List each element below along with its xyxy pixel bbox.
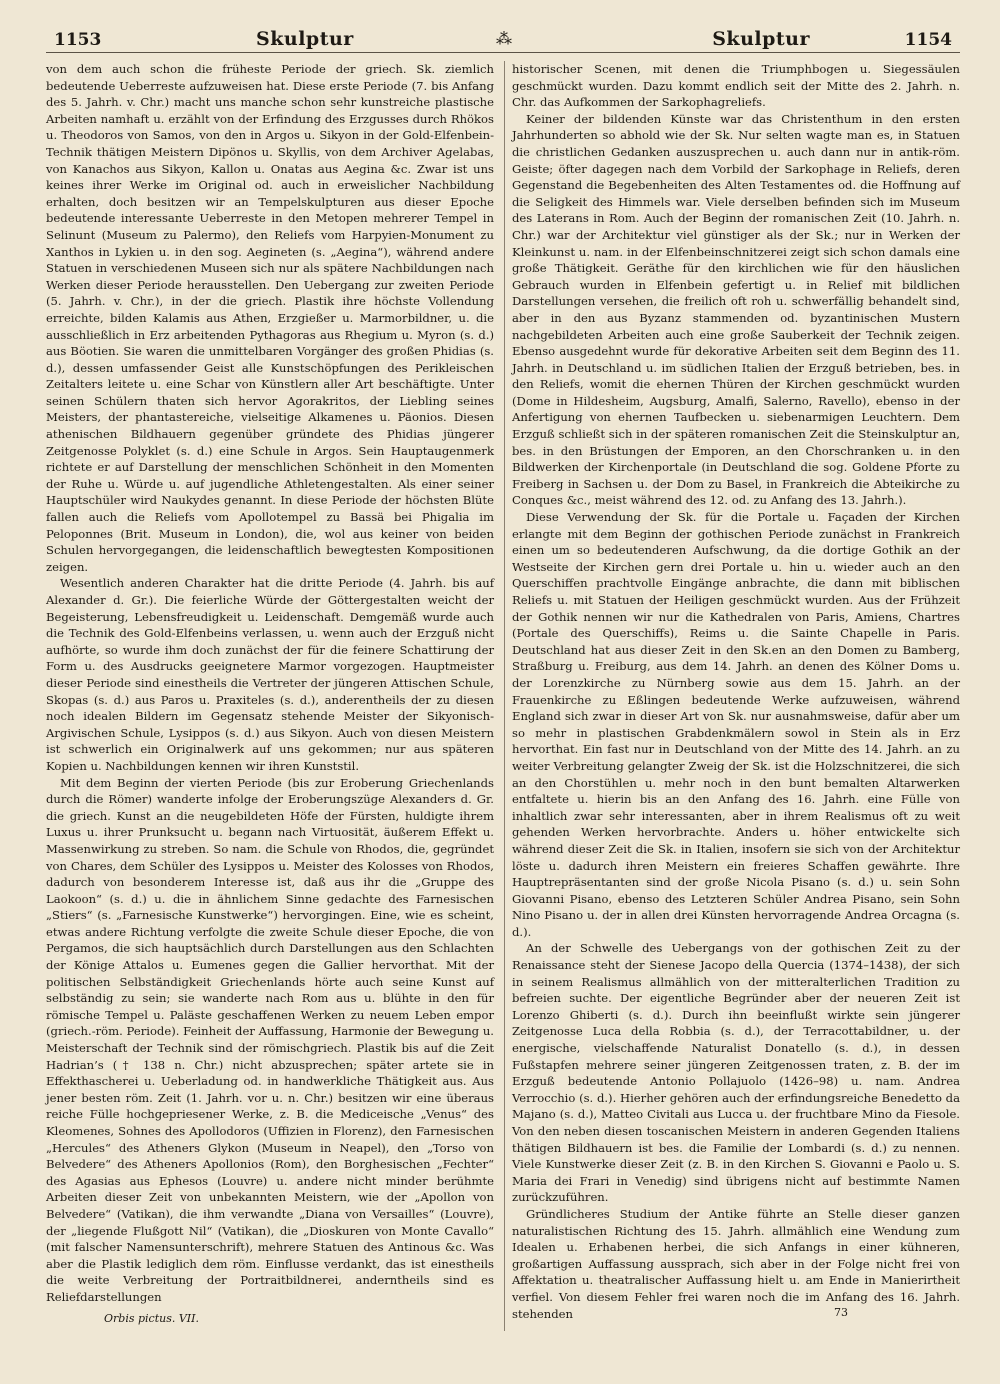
ornament-icon: ⁂ bbox=[496, 29, 512, 48]
paragraph: An der Schwelle des Uebergangs von der gothischen Zeit zu der Renaissance steht der Sienese Jacopo della Quercia (1374–1438), der sich in seinem Realismus allmählich von der mitteralterlichen Tradition zu befreien suchte. Der eigentliche Begründer aber der neueren Zeit ist Lorenzo Ghiberti (s. d.). Durch ihn beeinflußt wirkte sein jüngerer Zeitgenosse Luca della Robbia (s. d.), der Terracottabildner, u. der energische, vielschaffende Naturalist Donatello (s. d.), in dessen Fußstapfen mehrere seiner jüngeren Zeitgenossen traten, z. B. der im Erzguß bedeutende Antonio Pollajuolo (1426–98) u. nam. Andrea Verrocchio (s. d.). Hierher gehören auch der erfindungsreiche Benedetto da Majano (s. d.), Matteo Civitali aus Lucca u. der fruchtbare Mino da Fiesole. Von den neben diesen toscanischen Meistern in anderen Gegenden Italiens thätigen Bildhauern ist bes. die Familie der Lombardi (s. d.) zu nennen. Viele Kunstwerke dieser Zeit (z. B. in den Kirchen S. Giovanni e Paolo u. S. Maria dei Frari in Venedig) sind übrigens nicht auf bestimmte Namen zurückzuführen. bbox=[512, 941, 960, 1205]
paragraph: Diese Verwendung der Sk. für die Portale u. Façaden der Kirchen erlangte mit dem Beginn der gothischen Periode zunächst in Frankreich einen um so bedeutenderen Aufschwung, da die dortige Gothik an der Westseite der Kirchen gern drei Portale u. hin u. wieder auch an den Querschiffen prachtvolle Eingänge anbrachte, die dann mit biblischen Reliefs u. mit Statuen der Heiligen geschmückt wurden. Aus der Frühzeit der Gothik nennen wir nur die Kathedralen von Paris, Amiens, Chartres (Portale des Querschiffs), Reims u. die Sainte Chapelle in Paris. Deutschland hat aus dieser Zeit in den Sk.en an den Domen zu Bamberg, Straßburg u. Freiburg, aus dem 14. Jahrh. an denen des Kölner Doms u. der Lorenzkirche zu Nürnberg sowie aus dem 15. Jahrh. an der Frauenkirche zu Eßlingen bedeutende Werke aufzuweisen, während England sich zwar in dieser Art von Sk. nur ausnahmsweise, dafür aber um so mehr in plastischen Grabdenkmälern sowol in Stein als in Erz hervorthat. Ein fast nur in Deutschland von der Mitte des 14. Jahrh. an zu weiter Verbreitung gelangter Zweig der Sk. ist die Holzschnitzerei, die sich an den Chorstühlen u. mehr noch in den bunt bemalten Altarwerken entfaltete u. hierin bis an den Anfang des 16. Jahrh. eine Fülle von inhaltlich zwar sehr interessanten, aber in ihrem Realismus oft zu weit gehenden Werken hervorbrachte. Anders u. höher entwickelte sich während dieser Zeit die Sk. in Italien, insofern sie sich von der Architektur löste u. dadurch ihren Meistern ein freieres Schaffen gewährte. Ihre Hauptrepräsentanten sind der große Nicola Pisano (s. d.) u. sein Sohn Giovanni Pisano, ebenso des Letzteren Schüler Andrea Pisano, sein Sohn Nino Pisano u. der in allen drei Künsten hervorragende Andrea Orcagna (s. d.). bbox=[512, 510, 960, 939]
left-running-title: Skulptur bbox=[256, 28, 354, 50]
signature-mark: 73 bbox=[834, 1306, 848, 1319]
paragraph: Wesentlich anderen Charakter hat die dritte Periode (4. Jahrh. bis auf Alexander d. Gr.). Die feierliche Würde der Göttergestalten weicht der Begeisterung, Lebensfreudigkeit u. Leidenschaft. Demgemäß wurde auch die Technik des Gold-Elfenbeins verlassen, u. wenn auch der Erzguß nicht aufhörte, so wurde ihm doch zunächst der für die feinere Schattirung der Form u. des Ausdrucks geeignetere Marmor vorgezogen. Hauptmeister dieser Periode sind einestheils die Vertreter der jüngeren Attischen Schule, Skopas (s. d.) aus Paros u. Praxiteles (s. d.), anderentheils der zu diesen noch idealen Bildern im Gegensatz stehende Meister der Sikyonisch-Argivischen Schule, Lysippos (s. d.) aus Sikyon. Auch von diesen Meistern ist schwerlich ein Originalwerk auf uns gekommen; nur aus späteren Kopien u. Nachbildungen kennen wir ihren Kunststil. bbox=[46, 576, 494, 773]
left-page-number: 1153 bbox=[54, 30, 102, 50]
paragraph: von dem auch schon die früheste Periode der griech. Sk. ziemlich bedeutende Ueberreste aufzuweisen hat. Diese erste Periode (7. bis Anfang des 5. Jahrh. v. Chr.) macht uns manche schon sehr kunstreiche plastische Arbeiten namhaft u. erzählt von der Erfindung des Erzgusses durch Rhökos u. Theodoros von Samos, von den in Argos u. Sikyon in der Gold-Elfenbein-Technik thätigen Meistern Dipönos u. Skyllis, von dem Archiver Agelabas, von Kanachos aus Sikyon, Kallon u. Onatas aus Aegina &c. Zwar ist uns keines ihrer Werke im Original od. auch in erweislicher Nachbildung erhalten, doch besitzen wir an Tempelskulpturen aus dieser Epoche bedeutende interessante Ueberreste in den Metopen mehrerer Tempel in Selinunt (Museum zu Palermo), den Reliefs vom Harpyien-Monument zu Xanthos in Lykien u. in den sog. Aegineten (s. „Aegina“), während andere Statuen in verschiedenen Museen sich nur als spätere Nachbildungen nach Werken dieser Periode herausstellen. Den Uebergang zur zweiten Periode (5. Jahrh. v. Chr.), in der die griech. Plastik ihre höchste Vollendung erreichte, bilden Kalamis aus Athen, Erzgießer u. Marmorbildner, u. die ausschließlich in Erz arbeitenden Pythagoras aus Rhegium u. Myron (s. d.) aus Böotien. Sie waren die unmittelbaren Vorgänger des großen Phidias (s. d.), dessen umfassender Geist alle Kunstschöpfungen des Perikleischen Zeitalters leitete u. eine Schar von Künstlern aller Art beschäftigte. Unter seinen Schülern thaten sich hervor Agorakritos, der Liebling seines Meisters, der phantastereiche, vielseitige Alkamenes u. Päonios. Diesen athenischen Bildhauern gegenüber gründete des Phidias jüngerer Zeitgenosse Polyklet (s. d.) eine Schule in Argos. Sein Hauptaugenmerk richtete er auf Darstellung der menschlichen Schönheit in den Momenten der Ruhe u. Würde u. auf jugendliche Athletengestalten. Als einer seiner Hauptschüler wird Naukydes genannt. In diese Periode der höchsten Blüte fallen auch die Reliefs vom Apollotempel zu Bassä bei Phigalia im Peloponnes (Brit. Museum in London), die, wol aus keiner von beiden Schulen hervorgegangen, die leidenschaftlich bewegtesten Kompositionen zeigen. bbox=[46, 62, 494, 574]
right-running-title: Skulptur bbox=[712, 28, 810, 50]
text-columns bbox=[46, 61, 960, 1322]
right-column bbox=[512, 61, 960, 1322]
paragraph: Keiner der bildenden Künste war das Christenthum in den ersten Jahrhunderten so abhold wie der Sk. Nur selten wagte man es, in Statuen die christlichen Gedanken auszusprechen u. auch dann nur in antik-röm. Geiste; öfter dagegen nach dem Vorbild der Sarkophage in Reliefs, deren Gegenstand die Begebenheiten des Alten Testamentes od. die Hoffnung auf die Seligkeit des Himmels war. Viele derselben befinden sich im Museum des Laterans in Rom. Auch der Beginn der romanischen Zeit (10. Jahrh. n. Chr.) war der Architektur viel günstiger als der Sk.; nur in Werken der Kleinkunst u. nam. in der Elfenbeinschnitzerei zeigt sich schon damals eine große Thätigkeit. Geräthe für den kirchlichen wie für den häuslichen Gebrauch wurden in Elfenbein gefertigt u. in Relief mit bildlichen Darstellungen versehen, die freilich oft roh u. schwerfällig behandelt sind, aber in den aus Byzanz stammenden od. byzantinischen Mustern nachgebildeten Arbeiten auch eine große Sauberkeit der Technik zeigen. Ebenso ausgedehnt wurde für dekorative Arbeiten seit dem Beginn des 11. Jahrh. in Deutschland u. im südlichen Italien der Erzguß betrieben, bes. in den Reliefs, womit die ehernen Thüren der Kirchen geschmückt wurden (Dome in Hildesheim, Augsburg, Amalfi, Salerno, Ravello), ebenso in der Anfertigung von ehernen Taufbecken u. siebenarmigen Leuchtern. Dem Erzguß schließt sich in der späteren romanischen Zeit die Steinskulptur an, bes. in den Brüstungen der Emporen, an den Chorschranken u. in den Bildwerken der Kirchenportale (in Deutschland die sog. Goldene Pforte zu Freiberg in Sachsen u. der Dom zu Basel, in Frankreich die Abteikirche zu Conques &c., meist während des 12. od. zu Anfang des 13. Jahrh.). bbox=[512, 111, 960, 508]
left-column bbox=[46, 61, 494, 1322]
right-page-number: 1154 bbox=[904, 30, 952, 50]
paragraph: Gründlicheres Studium der Antike führte an Stelle dieser ganzen naturalistischen Richtung des 15. Jahrh. allmählich eine Wendung zum Idealen u. Erhabenen herbei, die sich Anfangs in einer kühneren, großartigen Auffassung aussprach, sich aber in der Folge nicht frei von Affektation u. theatralischer Auffassung hielt u. am Ende in Manierirtheit verfiel. Von diesem Fehler frei waren noch die im Anfang des 16. Jahrh. stehenden bbox=[512, 1206, 960, 1321]
paragraph: historischer Scenen, mit denen die Triumphbogen u. Siegessäulen geschmückt wurden. Dazu kommt endlich seit der Mitte des 2. Jahrh. n. Chr. das Aufkommen der Sarkophagreliefs. bbox=[512, 62, 960, 110]
page-header bbox=[46, 26, 960, 53]
column-divider bbox=[504, 61, 505, 1331]
paragraph: Mit dem Beginn der vierten Periode (bis zur Eroberung Griechenlands durch die Römer) wanderte infolge der Eroberungszüge Alexanders d. Gr. die griech. Kunst an die neugebildeten Höfe der Fürsten, huldigte ihrem Luxus u. ihrer Prunksucht u. begann nach Virtuosität, äußerem Effekt u. Massenwirkung zu streben. So nam. die Schule von Rhodos, die, gegründet von Chares, dem Schüler des Lysippos u. Meister des Kolosses von Rhodos, dadurch von besonderem Interesse ist, daß aus ihr die „Gruppe des Laokoon“ (s. d.) u. die in ähnlichem Sinne gedachte des Farnesischen „Stiers“ (s. „Farnesische Kunstwerke“) hervorgingen. Eine, wie es scheint, etwas andere Richtung verfolgte die zweite Schule dieser Epoche, die von Pergamos, die sich hauptsächlich durch Darstellungen aus den Schlachten der Könige Attalos u. Eumenes gegen die Gallier hervorthat. Mit der politischen Selbständigkeit Griechenlands hörte auch seine Kunst auf selbständig zu sein; sie wanderte nach Rom aus u. blühte in den für römische Tempel u. Paläste geschaffenen Werken zu neuem Leben empor (griech.-röm. Periode). Feinheit der Auffassung, Harmonie der Bewegung u. Meisterschaft der Technik sind der römischgriech. Plastik bis auf die Zeit Hadrian’s († 138 n. Chr.) nicht abzusprechen; später artete sie in Effekthascherei u. Ueberladung od. in handwerkliche Thätigkeit aus. Aus jener besten röm. Zeit (1. Jahrh. vor u. n. Chr.) besitzen wir eine überaus reiche Fülle hochgepriesener Werke, z. B. die Mediceische „Venus“ des Kleomenes, Sohnes des Apollodoros (Uffizien in Florenz), den Farnesischen „Hercules“ des Atheners Glykon (Museum in Neapel), den „Torso von Belvedere“ des Atheners Apollonios (Rom), den Borghesischen „Fechter“ des Agasias aus Ephesos (Louvre) u. andere nicht minder berühmte Arbeiten dieser Zeit von unbekannten Meistern, wie der „Apollon von Belvedere“ (Vatikan), die ihm verwandte „Diana von Versailles“ (Louvre), der „liegende Flußgott Nil“ (Vatikan), die „Dioskuren von Monte Cavallo“ (mit falscher Namensunterschrift), mehrere Statuen des Antinous &c. Was aber die Plastik lediglich dem röm. Einflusse verdankt, das ist einestheils die weite Verbreitung der Portraitbildnerei, anderntheils sind es Reliefdarstellungen bbox=[46, 775, 494, 1304]
footer-note: Orbis pictus. VII. bbox=[104, 1312, 199, 1325]
